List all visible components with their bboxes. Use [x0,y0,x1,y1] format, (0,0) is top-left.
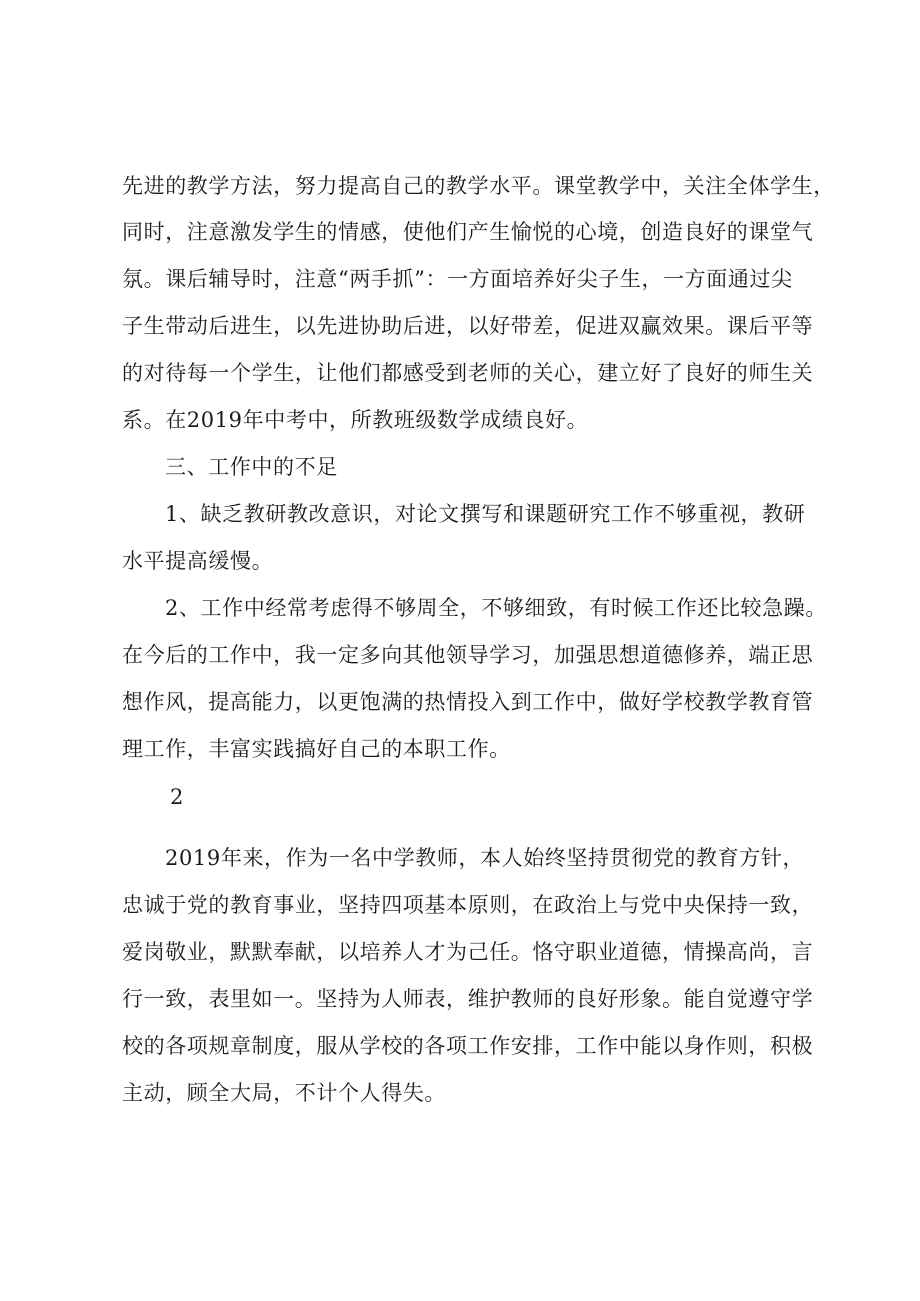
text-line: 系。在2019年中考中，所教班级数学成绩良好。 [122,408,589,432]
text-line: 校的各项规章制度，服从学校的各项工作安排，工作中能以身作则，积极 [122,1034,814,1058]
text-line: 主动，顾全大局，不计个人得失。 [122,1081,446,1105]
text-line: 水平提高缓慢。 [122,549,274,573]
text-line: 2、工作中经常考虑得不够周全，不够细致，有时候工作还比较急躁。 [165,596,827,620]
text-line: 忠诚于党的教育事业，坚持四项基本原则，在政治上与党中央保持一致， [122,893,814,917]
section-number: 2 [170,785,184,809]
text-line: 想作风，提高能力，以更饱满的热情投入到工作中，做好学校教学教育管 [122,690,814,714]
text-line: 爱岗敬业，默默奉献，以培养人才为己任。恪守职业道德，情操高尚，言 [122,940,814,964]
text-line: 2019年来，作为一名中学教师，本人始终坚持贯彻党的教育方针， [165,846,805,870]
text-line: 行一致，表里如一。坚持为人师表，维护教师的良好形象。能自觉遵守学 [122,987,814,1011]
text-line: 理工作，丰富实践搞好自己的本职工作。 [122,737,511,761]
text-line: 在今后的工作中，我一定多向其他领导学习，加强思想道德修养，端正思 [122,643,814,667]
text-line: 1、缺乏教研教改意识，对论文撰写和课题研究工作不够重视，教研 [165,502,806,526]
text-line: 子生带动后进生，以先进协助后进，以好带差，促进双赢效果。课后平等 [122,314,814,338]
text-line: 先进的教学方法，努力提高自己的教学水平。课堂教学中，关注全体学生， [122,174,835,198]
text-line: 同时，注意激发学生的情感，使他们产生愉悦的心境，创造良好的课堂气 [122,220,814,244]
text-line: 的对待每一个学生，让他们都感受到老师的关心，建立好了良好的师生关 [122,361,814,385]
text-line: 氛。课后辅导时，注意“两手抓”：一方面培养好尖子生，一方面通过尖 [122,267,793,291]
section-heading: 三、工作中的不足 [165,455,338,479]
